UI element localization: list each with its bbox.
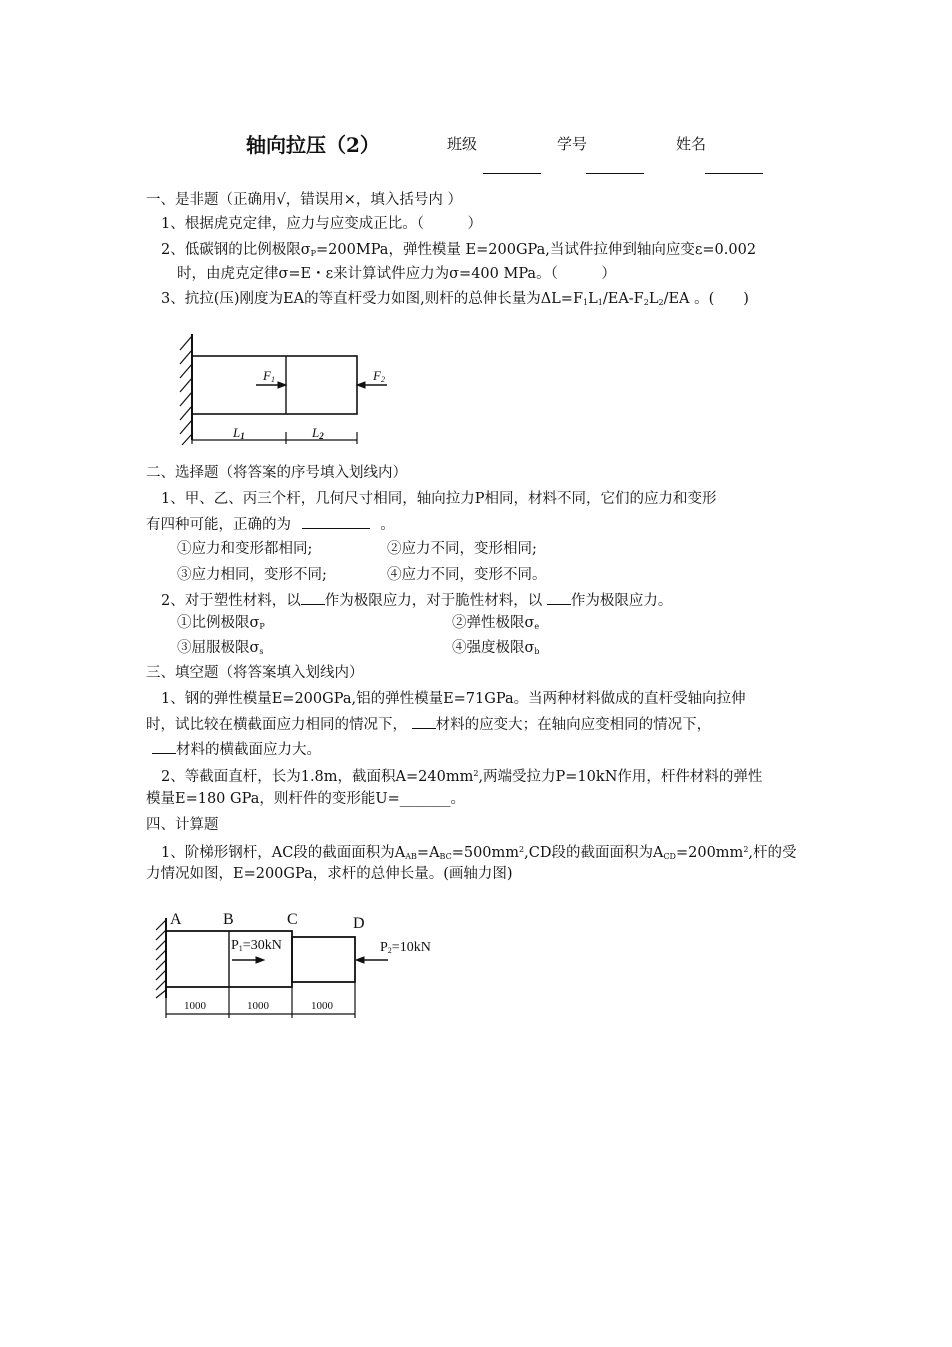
s2-q2-opt4-text: ④强度极限σ [452, 640, 535, 656]
s1-q2-line1 [161, 240, 756, 264]
s2-q2-option-2 [452, 613, 539, 637]
s4-q1-sup2: 2 [743, 845, 749, 854]
force-f2-label: F2 [373, 368, 385, 384]
s2-q2-opt3-sub: s [259, 647, 264, 656]
stepped-bar-figure [150, 906, 460, 1021]
s2-q1-line2 [146, 514, 395, 535]
s3-q1-line1: 1、钢的弹性模量E=200GPa,铝的弹性模量E=71GPa。当两种材料做成的直杆受轴向拉伸 [161, 691, 746, 707]
s4-q1-c: =500mm [451, 845, 520, 861]
point-a-label: A [170, 911, 182, 928]
s1-q3-s4: 2 [658, 298, 664, 307]
s4-q1-s3: CD [663, 852, 676, 861]
length-l2-label: L2 [312, 425, 324, 441]
force-p2-arrow [356, 957, 388, 963]
segment-cd [292, 937, 355, 982]
wall-hatch-2 [156, 918, 166, 998]
s3-q1-l3: 材料的横截面应力大。 [176, 742, 321, 758]
section3-heading: 三、填空题（将答案填入划线内） [146, 665, 364, 681]
s2-option-1: ①应力和变形都相同; [177, 541, 313, 557]
s3-q1-line3 [152, 739, 321, 760]
s2-q2 [161, 590, 672, 611]
name-label: 姓名 [676, 135, 707, 153]
s1-q3-c: /EA-F [602, 291, 644, 307]
s4-q1-s2: BC [439, 852, 452, 861]
section2-heading: 二、选择题（将答案的序号填入划线内） [146, 465, 407, 481]
length-l1-label: L1 [233, 425, 245, 441]
student-no-blank[interactable] [586, 173, 644, 174]
s4-q1-e: =200mm [675, 845, 744, 861]
s4-q1-line1 [161, 840, 797, 867]
s2-q2-opt1-text: ①比例极限σ [177, 615, 260, 631]
s1-q2-line2: 时，由虎克定律σ=E・ε来计算试件应力为σ=400 MPa。（ ） [177, 266, 616, 282]
s2-q2-opt3-text: ③屈服极限σ [177, 640, 260, 656]
s4-q1-a: 1、阶梯形钢杆，AC段的截面面积为A [161, 845, 406, 861]
s3-q2-sup: 2 [473, 769, 479, 778]
s2-q2-option-4 [452, 638, 540, 662]
page-title: 轴向拉压（2） [246, 133, 380, 157]
s1-q3-s3: 2 [643, 298, 649, 307]
s4-q1-line2: 力情况如图，E=200GPa，求杆的总伸长量。(画轴力图) [146, 866, 513, 882]
s1-q3-s1: 1 [583, 298, 589, 307]
wall-hatch [180, 334, 192, 445]
s2-q2-a: 2、对于塑性材料，以 [161, 593, 301, 609]
s2-q2-opt4-sub: b [534, 647, 540, 656]
s1-q3-s2: 1 [597, 298, 603, 307]
s2-q1-line1: 1、甲、乙、丙三个杆，几何尺寸相同，轴向拉力P相同，材料不同，它们的应力和变形 [161, 491, 717, 507]
s2-q2-b: 作为极限应力，对于脆性材料，以 [324, 593, 543, 609]
s2-q1-end: 。 [380, 517, 395, 533]
s2-q2-blank-2[interactable] [547, 590, 571, 605]
point-c-label: C [287, 911, 298, 928]
section1-heading: 一、是非题（正确用√，错误用×，填入括号内 ） [146, 192, 462, 208]
force-f1-label: F1 [263, 368, 275, 384]
s3-q2-line2: 模量E=180 GPa，则杆件的变形能U=_______。 [146, 791, 465, 807]
s4-q1-f: ,杆的受 [748, 845, 797, 861]
force-p1-arrow [232, 957, 264, 963]
s3-q2-a: 2、等截面直杆，长为1.8m，截面积A=240mm [161, 769, 474, 785]
bar-figure-1 [170, 330, 400, 450]
class-label: 班级 [447, 135, 478, 153]
name-blank[interactable] [705, 173, 763, 174]
s2-q2-opt2-sub: e [534, 622, 540, 631]
s3-q1-line2 [146, 714, 711, 735]
s1-q2-part-a: 2、低碳钢的比例极限σ [161, 242, 311, 258]
s1-q3-a: 3、抗拉(压)刚度为EA的等直杆受力如图,则杆的总伸长量为ΔL=F [161, 291, 584, 307]
s3-q2-line1 [161, 764, 762, 787]
s2-option-2: ②应力不同，变形相同; [387, 541, 537, 557]
s2-q2-blank-1[interactable] [301, 590, 325, 605]
dim-bc: 1000 [247, 1000, 269, 1012]
s4-q1-sup1: 2 [519, 845, 525, 854]
s2-q2-option-1 [177, 613, 265, 637]
s2-q2-opt1-sub: P [259, 622, 265, 631]
s3-q1-blank-1[interactable] [412, 714, 436, 729]
s1-q3-d: L [648, 291, 659, 307]
s1-q3 [161, 289, 749, 313]
s2-q1-answer-blank[interactable] [302, 514, 370, 529]
s2-q1-text: 有四种可能，正确的为 [146, 517, 291, 533]
student-no-label: 学号 [557, 135, 588, 153]
s2-q2-option-3 [177, 638, 264, 662]
s3-q2-b: ,两端受拉力P=10kN作用，杆件材料的弹性 [478, 769, 763, 785]
s2-option-4: ④应力不同，变形不同。 [387, 567, 547, 583]
dimension-lines [192, 432, 357, 444]
s3-q1-blank-2[interactable] [152, 739, 176, 754]
s1-q3-b: L [588, 291, 598, 307]
s1-q1: 1、根据虎克定律，应力与应变成正比。（ ） [161, 216, 482, 232]
dim-ab: 1000 [184, 1000, 206, 1012]
s2-q2-opt2-text: ②弹性极限σ [452, 615, 535, 631]
s3-q1-l2-a: 时，试比较在横截面应力相同的情况下， [146, 717, 407, 733]
section4-heading: 四、计算题 [146, 817, 219, 833]
s1-q3-e: /EA 。( ) [663, 291, 749, 307]
s1-q2-part-b: =200MPa，弹性模量 E=200GPa,当试件拉伸到轴向应变ε=0.002 [316, 242, 757, 258]
force-p2-label: P2=10kN [380, 940, 431, 955]
s4-q1-d: ,CD段的截面面积为A [524, 845, 664, 861]
s2-q2-c: 作为极限应力。 [570, 593, 673, 609]
s2-option-3: ③应力相同，变形不同; [177, 567, 327, 583]
point-b-label: B [223, 911, 234, 928]
s4-q1-b: =A [416, 845, 440, 861]
s4-q1-s1: AB [405, 852, 417, 861]
class-blank[interactable] [483, 173, 541, 174]
dim-cd: 1000 [311, 1000, 333, 1012]
s3-q1-l2-b: 材料的应变大；在轴向应变相同的情况下， [435, 717, 712, 733]
point-d-label: D [353, 915, 365, 932]
force-p1-label: P1=30kN [231, 938, 282, 953]
s1-q2-sub: P [310, 249, 317, 258]
